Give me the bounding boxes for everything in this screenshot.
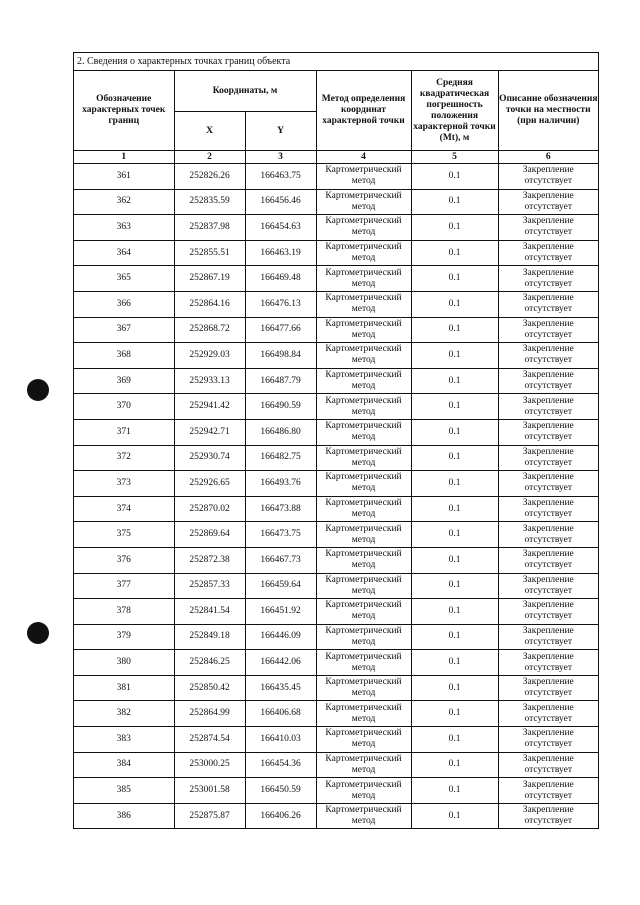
description-cell: Закрепление отсутствует [498, 701, 598, 727]
x-cell: 252926.65 [174, 471, 245, 497]
method-cell: Картометрический метод [316, 573, 411, 599]
description-cell: Закрепление отсутствует [498, 368, 598, 394]
method-cell: Картометрический метод [316, 496, 411, 522]
error-cell: 0.1 [411, 522, 498, 548]
error-cell: 0.1 [411, 240, 498, 266]
method-cell: Картометрический метод [316, 803, 411, 828]
header-method: Метод определения координат характерной точки [316, 71, 411, 151]
table-row [74, 291, 598, 317]
x-cell: 252870.02 [174, 496, 245, 522]
point-cell: 366 [74, 291, 174, 317]
header-error: Средняя квадратическая погрешность положения характерной точки (Mt), м [411, 71, 498, 151]
method-cell: Картометрический метод [316, 522, 411, 548]
point-cell: 363 [74, 215, 174, 241]
method-cell: Картометрический метод [316, 266, 411, 292]
column-number: 4 [316, 151, 411, 164]
method-cell: Картометрический метод [316, 727, 411, 753]
x-cell: 253000.25 [174, 752, 245, 778]
table-row [74, 803, 598, 828]
y-cell: 166463.19 [245, 240, 316, 266]
table-row [74, 778, 598, 804]
point-cell: 369 [74, 368, 174, 394]
table-row [74, 317, 598, 343]
description-cell: Закрепление отсутствует [498, 573, 598, 599]
description-cell: Закрепление отсутствует [498, 496, 598, 522]
table-row [74, 419, 598, 445]
y-cell: 166410.03 [245, 727, 316, 753]
error-cell: 0.1 [411, 599, 498, 625]
x-cell: 253001.58 [174, 778, 245, 804]
x-cell: 252872.38 [174, 547, 245, 573]
point-cell: 372 [74, 445, 174, 471]
y-cell: 166476.13 [245, 291, 316, 317]
point-cell: 362 [74, 189, 174, 215]
header-point: Обозначение характерных точек границ [74, 71, 174, 151]
point-cell: 382 [74, 701, 174, 727]
x-cell: 252849.18 [174, 624, 245, 650]
method-cell: Картометрический метод [316, 547, 411, 573]
y-cell: 166486.80 [245, 419, 316, 445]
table-row [74, 189, 598, 215]
y-cell: 166451.92 [245, 599, 316, 625]
point-cell: 377 [74, 573, 174, 599]
x-cell: 252837.98 [174, 215, 245, 241]
method-cell: Картометрический метод [316, 650, 411, 676]
error-cell: 0.1 [411, 419, 498, 445]
table-row [74, 266, 598, 292]
binder-hole-bottom [27, 622, 49, 644]
method-cell: Картометрический метод [316, 394, 411, 420]
error-cell: 0.1 [411, 215, 498, 241]
header-x: X [174, 112, 245, 151]
y-cell: 166442.06 [245, 650, 316, 676]
point-cell: 383 [74, 727, 174, 753]
description-cell: Закрепление отсутствует [498, 752, 598, 778]
x-cell: 252874.54 [174, 727, 245, 753]
column-number: 5 [411, 151, 498, 164]
y-cell: 166473.75 [245, 522, 316, 548]
error-cell: 0.1 [411, 343, 498, 369]
point-cell: 370 [74, 394, 174, 420]
point-cell: 384 [74, 752, 174, 778]
method-cell: Картометрический метод [316, 189, 411, 215]
error-cell: 0.1 [411, 573, 498, 599]
column-number-row [74, 151, 598, 164]
y-cell: 166469.48 [245, 266, 316, 292]
error-cell: 0.1 [411, 164, 498, 190]
error-cell: 0.1 [411, 650, 498, 676]
table-row [74, 471, 598, 497]
description-cell: Закрепление отсутствует [498, 778, 598, 804]
description-cell: Закрепление отсутствует [498, 394, 598, 420]
error-cell: 0.1 [411, 291, 498, 317]
point-cell: 385 [74, 778, 174, 804]
table-row [74, 343, 598, 369]
boundary-points-table [74, 71, 598, 828]
description-cell: Закрепление отсутствует [498, 317, 598, 343]
header-coords: Координаты, м [174, 71, 316, 112]
header-description: Описание обозначения точки на местности (при наличии) [498, 71, 598, 151]
x-cell: 252826.26 [174, 164, 245, 190]
table-row [74, 496, 598, 522]
description-cell: Закрепление отсутствует [498, 240, 598, 266]
method-cell: Картометрический метод [316, 419, 411, 445]
error-cell: 0.1 [411, 445, 498, 471]
error-cell: 0.1 [411, 675, 498, 701]
table-row [74, 701, 598, 727]
table-row [74, 164, 598, 190]
method-cell: Картометрический метод [316, 240, 411, 266]
x-cell: 252930.74 [174, 445, 245, 471]
y-cell: 166459.64 [245, 573, 316, 599]
y-cell: 166473.88 [245, 496, 316, 522]
description-cell: Закрепление отсутствует [498, 419, 598, 445]
table-row [74, 368, 598, 394]
y-cell: 166446.09 [245, 624, 316, 650]
y-cell: 166490.59 [245, 394, 316, 420]
error-cell: 0.1 [411, 368, 498, 394]
point-cell: 380 [74, 650, 174, 676]
description-cell: Закрепление отсутствует [498, 675, 598, 701]
error-cell: 0.1 [411, 317, 498, 343]
method-cell: Картометрический метод [316, 471, 411, 497]
x-cell: 252846.25 [174, 650, 245, 676]
method-cell: Картометрический метод [316, 624, 411, 650]
description-cell: Закрепление отсутствует [498, 522, 598, 548]
table-row [74, 675, 598, 701]
x-cell: 252864.99 [174, 701, 245, 727]
y-cell: 166435.45 [245, 675, 316, 701]
y-cell: 166498.84 [245, 343, 316, 369]
description-cell: Закрепление отсутствует [498, 650, 598, 676]
y-cell: 166454.63 [245, 215, 316, 241]
x-cell: 252933.13 [174, 368, 245, 394]
method-cell: Картометрический метод [316, 701, 411, 727]
y-cell: 166454.36 [245, 752, 316, 778]
y-cell: 166450.59 [245, 778, 316, 804]
error-cell: 0.1 [411, 803, 498, 828]
x-cell: 252857.33 [174, 573, 245, 599]
description-cell: Закрепление отсутствует [498, 803, 598, 828]
description-cell: Закрепление отсутствует [498, 215, 598, 241]
description-cell: Закрепление отсутствует [498, 266, 598, 292]
x-cell: 252841.54 [174, 599, 245, 625]
method-cell: Картометрический метод [316, 445, 411, 471]
error-cell: 0.1 [411, 394, 498, 420]
x-cell: 252868.72 [174, 317, 245, 343]
description-cell: Закрепление отсутствует [498, 164, 598, 190]
table-row [74, 240, 598, 266]
table-row [74, 547, 598, 573]
column-number: 6 [498, 151, 598, 164]
description-cell: Закрепление отсутствует [498, 445, 598, 471]
description-cell: Закрепление отсутствует [498, 727, 598, 753]
error-cell: 0.1 [411, 189, 498, 215]
description-cell: Закрепление отсутствует [498, 291, 598, 317]
section-title: 2. Сведения о характерных точках границ объекта [74, 53, 598, 71]
y-cell: 166406.68 [245, 701, 316, 727]
y-cell: 166406.26 [245, 803, 316, 828]
error-cell: 0.1 [411, 266, 498, 292]
method-cell: Картометрический метод [316, 317, 411, 343]
table-row [74, 624, 598, 650]
error-cell: 0.1 [411, 727, 498, 753]
x-cell: 252942.71 [174, 419, 245, 445]
description-cell: Закрепление отсутствует [498, 624, 598, 650]
y-cell: 166456.46 [245, 189, 316, 215]
y-cell: 166482.75 [245, 445, 316, 471]
error-cell: 0.1 [411, 778, 498, 804]
method-cell: Картометрический метод [316, 291, 411, 317]
x-cell: 252869.64 [174, 522, 245, 548]
method-cell: Картометрический метод [316, 752, 411, 778]
x-cell: 252941.42 [174, 394, 245, 420]
method-cell: Картометрический метод [316, 599, 411, 625]
method-cell: Картометрический метод [316, 343, 411, 369]
description-cell: Закрепление отсутствует [498, 343, 598, 369]
description-cell: Закрепление отсутствует [498, 547, 598, 573]
point-cell: 361 [74, 164, 174, 190]
method-cell: Картометрический метод [316, 368, 411, 394]
table-row [74, 599, 598, 625]
point-cell: 365 [74, 266, 174, 292]
y-cell: 166463.75 [245, 164, 316, 190]
header-y: Y [245, 112, 316, 151]
x-cell: 252835.59 [174, 189, 245, 215]
document-frame [73, 52, 599, 829]
error-cell: 0.1 [411, 624, 498, 650]
y-cell: 166477.66 [245, 317, 316, 343]
table-row [74, 445, 598, 471]
error-cell: 0.1 [411, 471, 498, 497]
point-cell: 376 [74, 547, 174, 573]
point-cell: 375 [74, 522, 174, 548]
x-cell: 252850.42 [174, 675, 245, 701]
y-cell: 166467.73 [245, 547, 316, 573]
description-cell: Закрепление отсутствует [498, 599, 598, 625]
method-cell: Картометрический метод [316, 778, 411, 804]
x-cell: 252929.03 [174, 343, 245, 369]
description-cell: Закрепление отсутствует [498, 471, 598, 497]
method-cell: Картометрический метод [316, 675, 411, 701]
point-cell: 374 [74, 496, 174, 522]
table-row [74, 522, 598, 548]
description-cell: Закрепление отсутствует [498, 189, 598, 215]
point-cell: 386 [74, 803, 174, 828]
column-number: 3 [245, 151, 316, 164]
binder-hole-top [27, 379, 49, 401]
table-row [74, 215, 598, 241]
x-cell: 252867.19 [174, 266, 245, 292]
point-cell: 364 [74, 240, 174, 266]
point-cell: 379 [74, 624, 174, 650]
method-cell: Картометрический метод [316, 164, 411, 190]
column-number: 1 [74, 151, 174, 164]
method-cell: Картометрический метод [316, 215, 411, 241]
table-row [74, 650, 598, 676]
table-row [74, 727, 598, 753]
point-cell: 368 [74, 343, 174, 369]
point-cell: 378 [74, 599, 174, 625]
x-cell: 252864.16 [174, 291, 245, 317]
point-cell: 381 [74, 675, 174, 701]
table-row [74, 752, 598, 778]
point-cell: 367 [74, 317, 174, 343]
point-cell: 371 [74, 419, 174, 445]
x-cell: 252855.51 [174, 240, 245, 266]
y-cell: 166487.79 [245, 368, 316, 394]
column-number: 2 [174, 151, 245, 164]
error-cell: 0.1 [411, 496, 498, 522]
error-cell: 0.1 [411, 752, 498, 778]
table-row [74, 394, 598, 420]
table-row [74, 573, 598, 599]
y-cell: 166493.76 [245, 471, 316, 497]
error-cell: 0.1 [411, 547, 498, 573]
error-cell: 0.1 [411, 701, 498, 727]
point-cell: 373 [74, 471, 174, 497]
x-cell: 252875.87 [174, 803, 245, 828]
